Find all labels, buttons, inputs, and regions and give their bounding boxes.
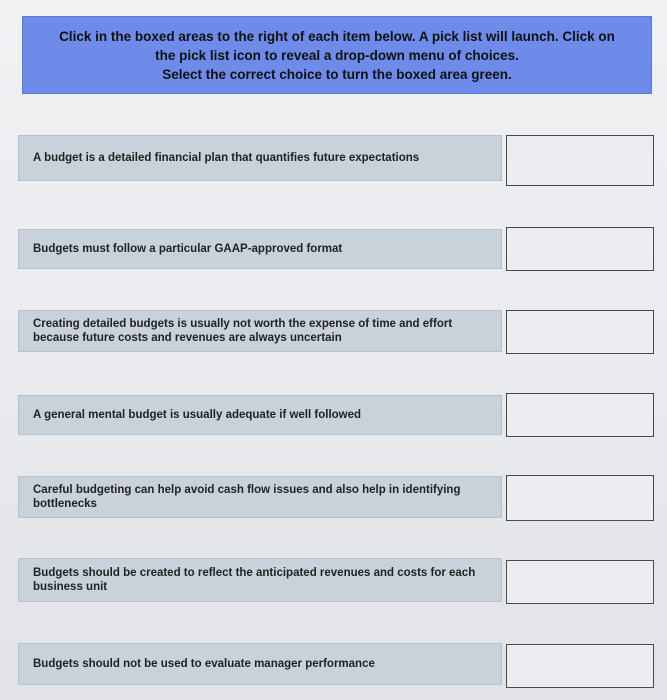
item-statement: Creating detailed budgets is usually not worth the expense of time and effort because future costs and revenues are always uncertain — [18, 310, 502, 352]
item-statement: Budgets should not be used to evaluate manager performance — [18, 643, 502, 685]
answer-pick-box[interactable] — [506, 560, 654, 604]
instructions-line-3: Select the correct choice to turn the boxed area green. — [162, 67, 512, 82]
answer-pick-box[interactable] — [506, 644, 654, 688]
item-statement: Budgets must follow a particular GAAP-approved format — [18, 229, 502, 269]
instructions-banner — [22, 16, 652, 94]
instructions-line-1: Click in the boxed areas to the right of each item below. A pick list will launch. Click on — [59, 29, 615, 44]
item-statement: Careful budgeting can help avoid cash flow issues and also help in identifying bottlenecks — [18, 476, 502, 518]
answer-pick-box[interactable] — [506, 227, 654, 271]
item-statement: A general mental budget is usually adequate if well followed — [18, 395, 502, 435]
item-statement: Budgets should be created to reflect the anticipated revenues and costs for each business unit — [18, 558, 502, 602]
item-statement: A budget is a detailed financial plan that quantifies future expectations — [18, 135, 502, 181]
answer-pick-box[interactable] — [506, 135, 654, 186]
answer-pick-box[interactable] — [506, 475, 654, 521]
answer-pick-box[interactable] — [506, 310, 654, 354]
answer-pick-box[interactable] — [506, 393, 654, 437]
instructions-line-2: the pick list icon to reveal a drop-down menu of choices. — [155, 48, 519, 63]
